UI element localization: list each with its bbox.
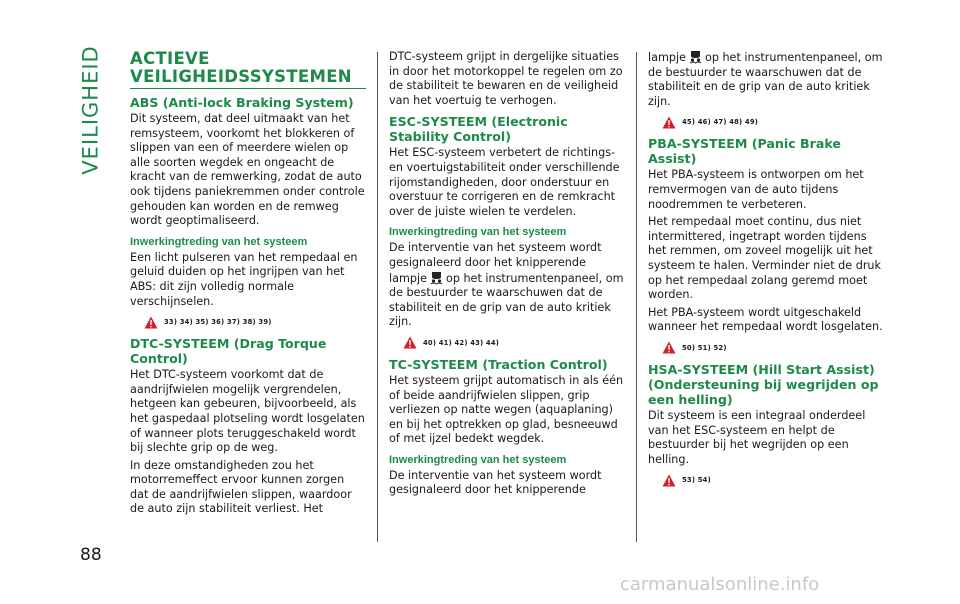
esc-sub-text-b: op het instrumentenpaneel, om de bestuurder te waarschuwen dat de stabiliteit en de grip van de auto kritiek zijn. xyxy=(389,271,624,329)
warning-reference xyxy=(403,335,625,351)
page-title: ACTIEVE VEILIGHEIDSSYSTEMEN xyxy=(130,50,366,89)
section-side-title xyxy=(66,40,116,180)
warning-triangle-icon xyxy=(144,316,158,329)
warning-numbers: 40) 41) 42) 43) 44) xyxy=(423,338,500,347)
column-2 xyxy=(389,50,625,501)
warning-reference xyxy=(144,314,366,330)
pba-text-2: Het rempedaal moet continu, dus niet intermittered, ingetrapt worden tijdens het remmen, om zoveel mogelijk uit het systeem te halen. Verminder niet de druk op het rempedaal zolang geremd moet worden. xyxy=(648,215,881,302)
esc-text: Het ESC-systeem verbetert de richtings- en voertuigstabiliteit onder verschillende rijomstandigheden, door onderstuur en overstuur te corrigeren en de remkracht over de juiste wielen te verdelen. xyxy=(389,146,620,218)
column-3 xyxy=(648,50,884,494)
dtc-heading: DTC-SYSTEEM (Drag Torque Control) xyxy=(130,336,327,367)
abs-text: Dit systeem, dat deel uitmaakt van het remsysteem, voorkomt het blokkeren of slippen van een of meerdere wielen op alle soorten wegdek en ongeacht de kracht van de remwerking, zodat de auto ook tijdens paniekremmen onder controle gehouden kan worden en de remweg wordt geoptimaliseerd. xyxy=(130,112,365,228)
column-1 xyxy=(130,50,366,520)
dtc-text-1: Het DTC-systeem voorkomt dat de aandrijfwielen mogelijk vergrendelen, hetgeen kan gebeuren, bijvoorbeeld, als het gaspedaal plotseling wordt losgelaten of wanneer plots teruggeschakeld wordt bij slechte grip op de weg. xyxy=(130,368,365,455)
tc-subheading: Inwerkingtreding van het systeem xyxy=(389,453,567,466)
abs-sub-text: Een licht pulseren van het rempedaal en geluid duiden op het ingrijpen van het ABS: dit zijn volledig normale verschijnselen. xyxy=(130,250,358,308)
column-divider xyxy=(377,52,378,542)
hsa-text: Dit systeem is een integraal onderdeel van het ESC-systeem en helpt de bestuurder bij het wegrijden op een helling. xyxy=(648,408,866,466)
tc-warning-lamp-icon xyxy=(689,50,702,64)
dtc-continued: DTC-systeem grijpt in dergelijke situaties in door het motorkoppel te regelen om zo de stabiliteit te bewaren en de veiligheid van het voertuig te verhogen. xyxy=(389,50,623,107)
esc-subheading: Inwerkingtreding van het systeem xyxy=(389,226,567,239)
abs-subheading: Inwerkingtreding van het systeem xyxy=(130,235,308,248)
warning-reference xyxy=(662,114,884,130)
esc-warning-lamp-icon xyxy=(430,271,443,285)
warning-numbers: 50) 51) 52) xyxy=(682,343,727,352)
warning-triangle-icon xyxy=(662,116,676,129)
pba-text-1: Het PBA-systeem is ontworpen om het remvermogen van de auto tijdens noodremmen te verbeteren. xyxy=(648,168,864,211)
esc-heading: ESC-SYSTEEM (Electronic Stability Control) xyxy=(389,114,568,145)
warning-numbers: 53) 54) xyxy=(682,476,711,485)
pba-text-3: Het PBA-systeem wordt uitgeschakeld wanneer het rempedaal wordt losgelaten. xyxy=(648,305,883,334)
warning-reference xyxy=(662,472,884,488)
tc-continued xyxy=(648,50,884,109)
tc-heading: TC-SYSTEEM (Traction Control) xyxy=(389,356,608,372)
hsa-heading: HSA-SYSTEEM (Hill Start Assist) (Ondersteuning bij wegrijden op een helling) xyxy=(648,361,879,407)
warning-triangle-icon xyxy=(662,474,676,487)
warning-triangle-icon xyxy=(662,341,676,354)
page-number: 88 xyxy=(80,545,102,565)
tc-sub-text: De interventie van het systeem wordt gesignaleerd door het knipperende xyxy=(389,468,602,497)
watermark: carmanualsonline.info xyxy=(620,574,820,595)
tc-continued-b: op het instrumentenpaneel, om de bestuurder te waarschuwen dat de stabiliteit en de grip van de auto kritiek zijn. xyxy=(648,51,883,108)
esc-sub-text-a: De interventie van het systeem wordt gesignaleerd door het knipperende lampje xyxy=(389,241,602,285)
dtc-text-2: In deze omstandigheden zou het motorremeffect ervoor kunnen zorgen dat de aandrijfwielen slippen, waardoor de auto zijn stabiliteit verliest. Het xyxy=(130,458,352,516)
column-divider xyxy=(636,52,637,542)
tc-continued-a: lampje xyxy=(648,51,686,64)
section-side-title-text: VEILIGHEID xyxy=(79,45,104,175)
pba-heading: PBA-SYSTEEM (Panic Brake Assist) xyxy=(648,136,841,167)
warning-numbers: 45) 46) 47) 48) 49) xyxy=(682,118,759,127)
warning-triangle-icon xyxy=(403,336,417,349)
warning-reference xyxy=(662,340,884,356)
esc-sub-text xyxy=(389,241,625,330)
warning-numbers: 33) 34) 35) 36) 37) 38) 39) xyxy=(164,318,272,327)
tc-text: Het systeem grijpt automatisch in als één of beide aandrijfwielen slippen, grip verliezen op natte wegen (aquaplaning) en bij het optrekken op glad, besneeuwd of met ijzel bedekt wegdek. xyxy=(389,373,624,446)
abs-heading: ABS (Anti-lock Braking System) xyxy=(130,95,354,110)
